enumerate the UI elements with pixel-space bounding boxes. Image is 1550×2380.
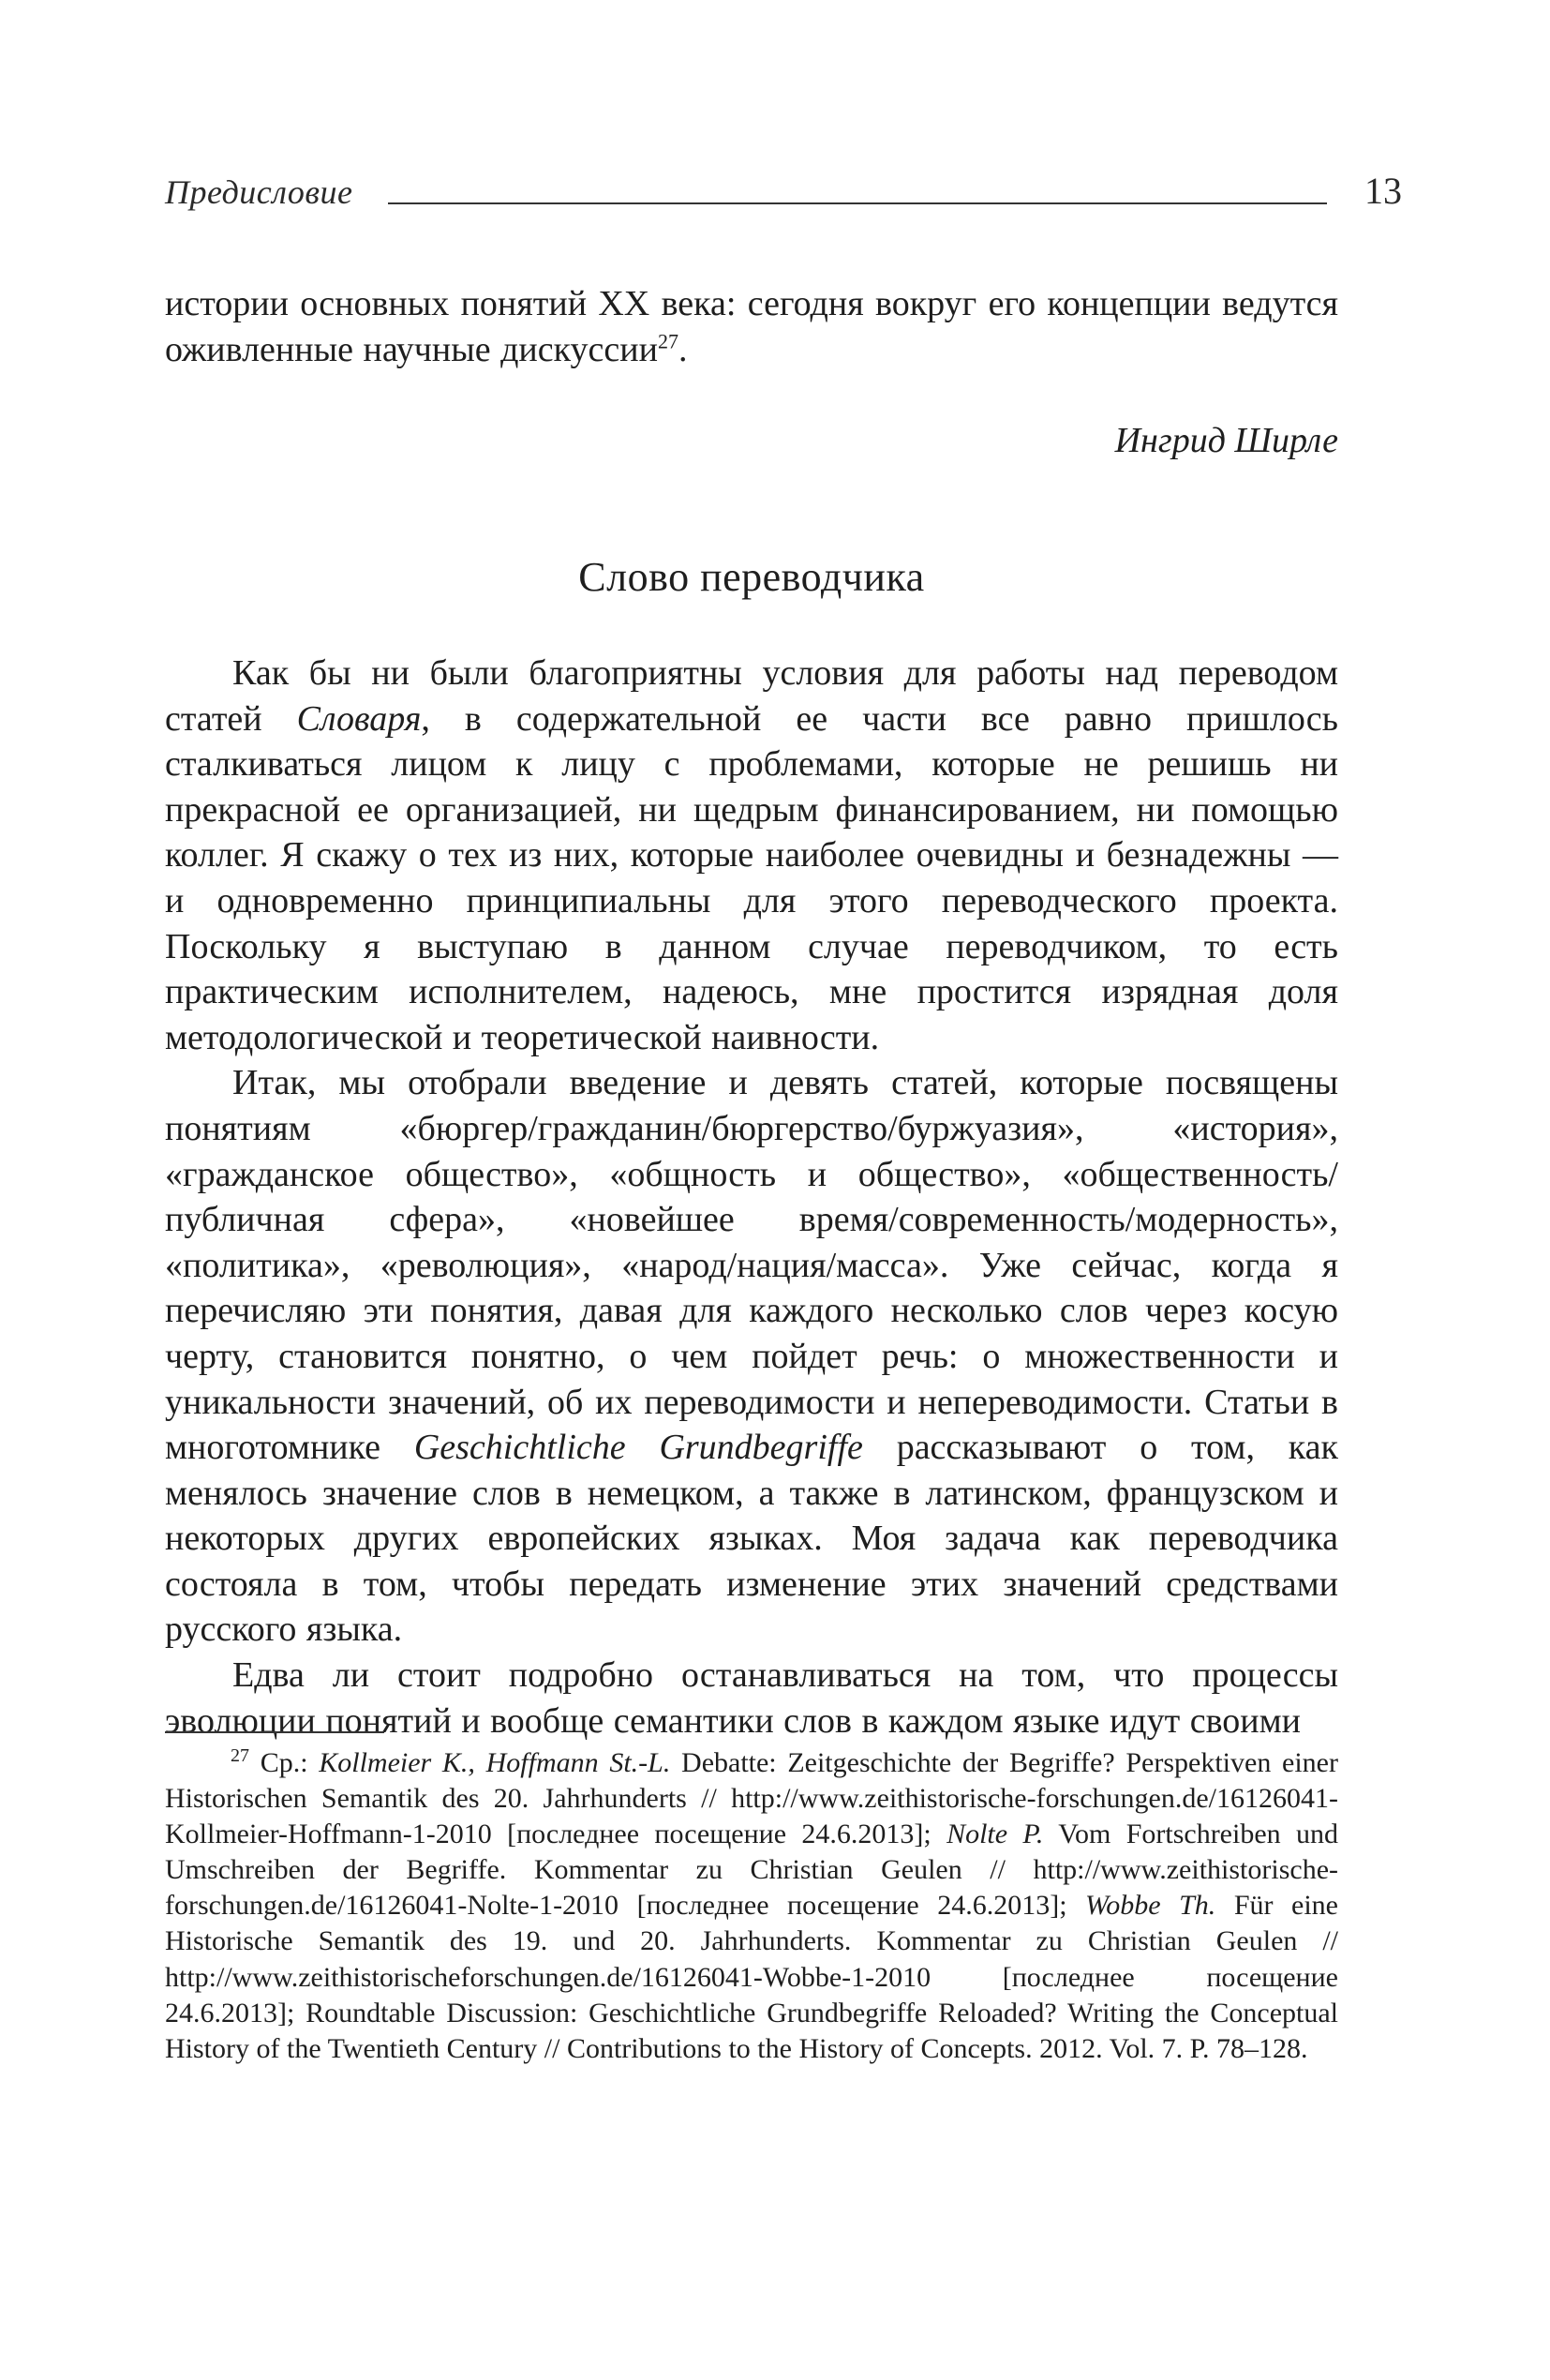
- fn-seg-3: Vom Fortschreiben und Umschreiben der Begriffe. Kommentar zu Christian Geulen // http://www.zeithistorische-forschungen.de/16126041-Nolte-1-2010 [последнее посещение 24.6.2013];: [165, 1819, 1338, 1922]
- paragraph-1: [165, 651, 1338, 1060]
- continuation-body: истории основных понятий XX века: сегодня вокруг его концепции ведутся оживленные научные дискуссии: [165, 284, 1338, 369]
- footnote-text: [165, 1745, 1338, 2067]
- p2-text-a: Итак, мы отобрали введение и девять статей, которые посвящены понятиям «бюргер/гражданин/бюргерство/буржуазия», «история», «гражданское общество», «общность и общество», «общественность/публичная сфера», «новейшее время/современность/модерность», «политика», «революция», «народ/нация/масса». Уже сейчас, когда я перечисляю эти понятия, давая для каждого несколько слов через косую черту, становится понятно, о чем пойдет речь: о множественности и уникальности значений, об их переводимости и непереводимости. Статьи в многотомнике: [165, 1063, 1338, 1468]
- footnote-27: [165, 1745, 1338, 2067]
- footnote-number: 27: [231, 1745, 249, 1766]
- p2-text-b: рассказывают о том, как менялось значение слов в немецком, а также в латинском, французском и некоторых других европейских языках. Моя задача как переводчика состояла в том, чтобы передать изменение этих значений средствами русского языка.: [165, 1428, 1338, 1650]
- running-head-title: Предисловие: [165, 173, 353, 211]
- continuation-end: .: [678, 329, 688, 369]
- running-head: [165, 169, 1402, 216]
- section-heading: Слово переводчика: [578, 554, 925, 600]
- fn-author-2: Nolte P.: [946, 1819, 1044, 1850]
- fn-seg-4: Für eine Historische Semantik des 19. und 20. Jahrhunderts. Kommentar zu Christian Geulen // http://www.zeithistorischeforschungen.de/16126041-Wobbe-1-2010 [последнее посещение 24.6.2013]; Roundtable Discussion: Geschichtliche Grundbegriffe Reloaded? Writing the Conceptual History of the Twentieth Century // Contributions to the History of Concepts. 2012. Vol. 7. P. 78–128.: [165, 1890, 1338, 2064]
- p1-text-b: , в содержательной ее части все равно пришлось сталкиваться лицом к лицу с проблемами, которые не решишь ни прекрасной ее организацией, ни щедрым финансированием, ни помощью коллег. Я скажу о тех из них, которые наиболее очевидны и безнадежны — и одновременно принципиальны для этого переводческого проекта. Поскольку я выступаю в данном случае переводчиком, то есть практическим исполнителем, надеюсь, мне простится изрядная доля методологической и теоретической наивности.: [165, 698, 1338, 1057]
- fn-seg-1: Ср.:: [249, 1747, 320, 1778]
- signature: Ингрид Ширле: [1114, 421, 1338, 460]
- p1-text-a: Как бы ни были благоприятны условия для работы над переводом статей: [165, 653, 1338, 739]
- main-text: [165, 651, 1338, 1744]
- footnote-rule: [165, 1731, 384, 1733]
- fn-author-3: Wobbe Th.: [1085, 1890, 1216, 1922]
- continuation-paragraph: [165, 281, 1338, 372]
- continuation-text: [165, 281, 1338, 372]
- page-number: 13: [1364, 170, 1402, 212]
- fn-seg-2: Debatte: Zeitgeschichte der Begriffe? Perspektiven einer Historischen Semantik des 20. Jahrhunderts // http://www.zeithistorische-forschungen.de/16126041-Kollmeier-Hoffmann-1-2010 [последнее посещение 24.6.2013];: [165, 1747, 1338, 1850]
- fn-author-1: Kollmeier K., Hoffmann St.-L.: [319, 1747, 671, 1778]
- running-head-rule: [388, 202, 1327, 204]
- paragraph-3: Едва ли стоит подробно останавливаться на том, что процессы эволюции понятий и вообще семантики слов в каждом языке идут своими: [165, 1655, 1338, 1741]
- p1-italic: Словаря: [296, 698, 422, 739]
- paragraph-2: [165, 1060, 1338, 1653]
- p2-italic: Geschichtliche Grundbegriffe: [413, 1428, 863, 1468]
- footnote-ref-27[interactable]: 27: [657, 328, 678, 352]
